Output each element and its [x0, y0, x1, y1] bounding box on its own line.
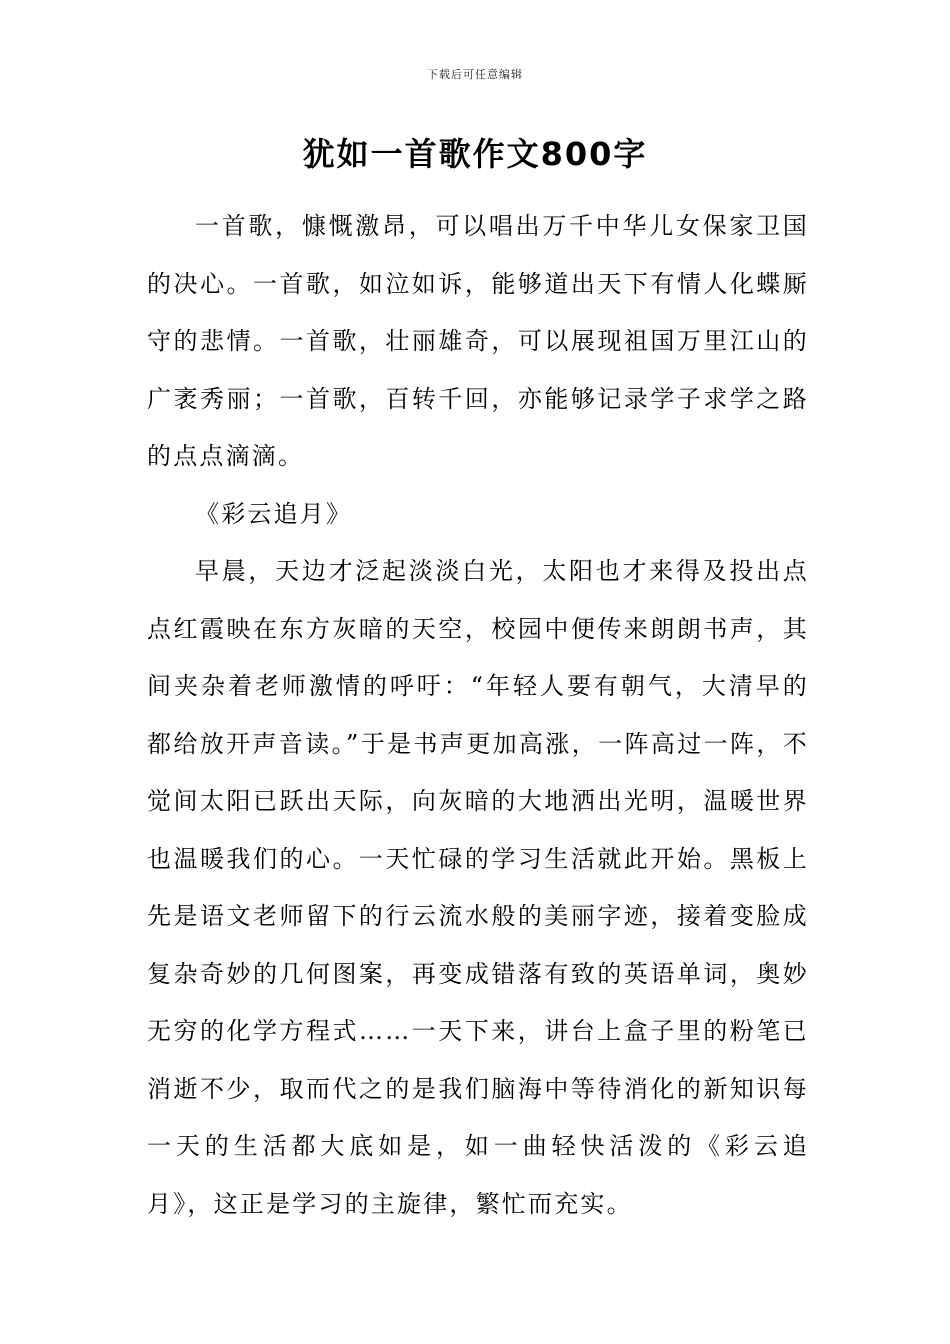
- section-heading: 《彩云追月》: [195, 499, 353, 528]
- document-title: 犹如一首歌作文800字: [302, 135, 648, 173]
- header-note: 下载后可任意编辑: [427, 68, 523, 81]
- essay-body: [147, 198, 809, 1233]
- paragraph-morning: 早晨，天边才泛起淡淡白光，太阳也才来得及投出点点红霞映在东方灰暗的天空，校园中便传来朗朗书声，其间夹杂着老师激情的呼吁：“年轻人要有朝气，大清早的都给放开声音读。”于是书声更加高涨，一阵高过一阵，不觉间太阳已跃出天际，向灰暗的大地洒出光明，温暖世界也温暖我们的心。一天忙碌的学习生活就此开始。黑板上先是语文老师留下的行云流水般的美丽字迹，接着变脸成复杂奇妙的几何图案，再变成错落有致的英语单词，奥妙无穷的化学方程式……一天下来，讲台上盒子里的粉笔已消逝不少，取而代之的是我们脑海中等待消化的新知识每一天的生活都大底如是，如一曲轻快活泼的《彩云追月》，这正是学习的主旋律，繁忙而充实。: [147, 557, 809, 1218]
- paragraph-intro: 一首歌，慷慨激昂，可以唱出万千中华儿女保家卫国的决心。一首歌，如泣如诉，能够道出天下有情人化蝶厮守的悲情。一首歌，壮丽雄奇，可以展现祖国万里江山的广袤秀丽；一首歌，百转千回，亦能够记录学子求学之路的点点滴滴。: [147, 212, 809, 470]
